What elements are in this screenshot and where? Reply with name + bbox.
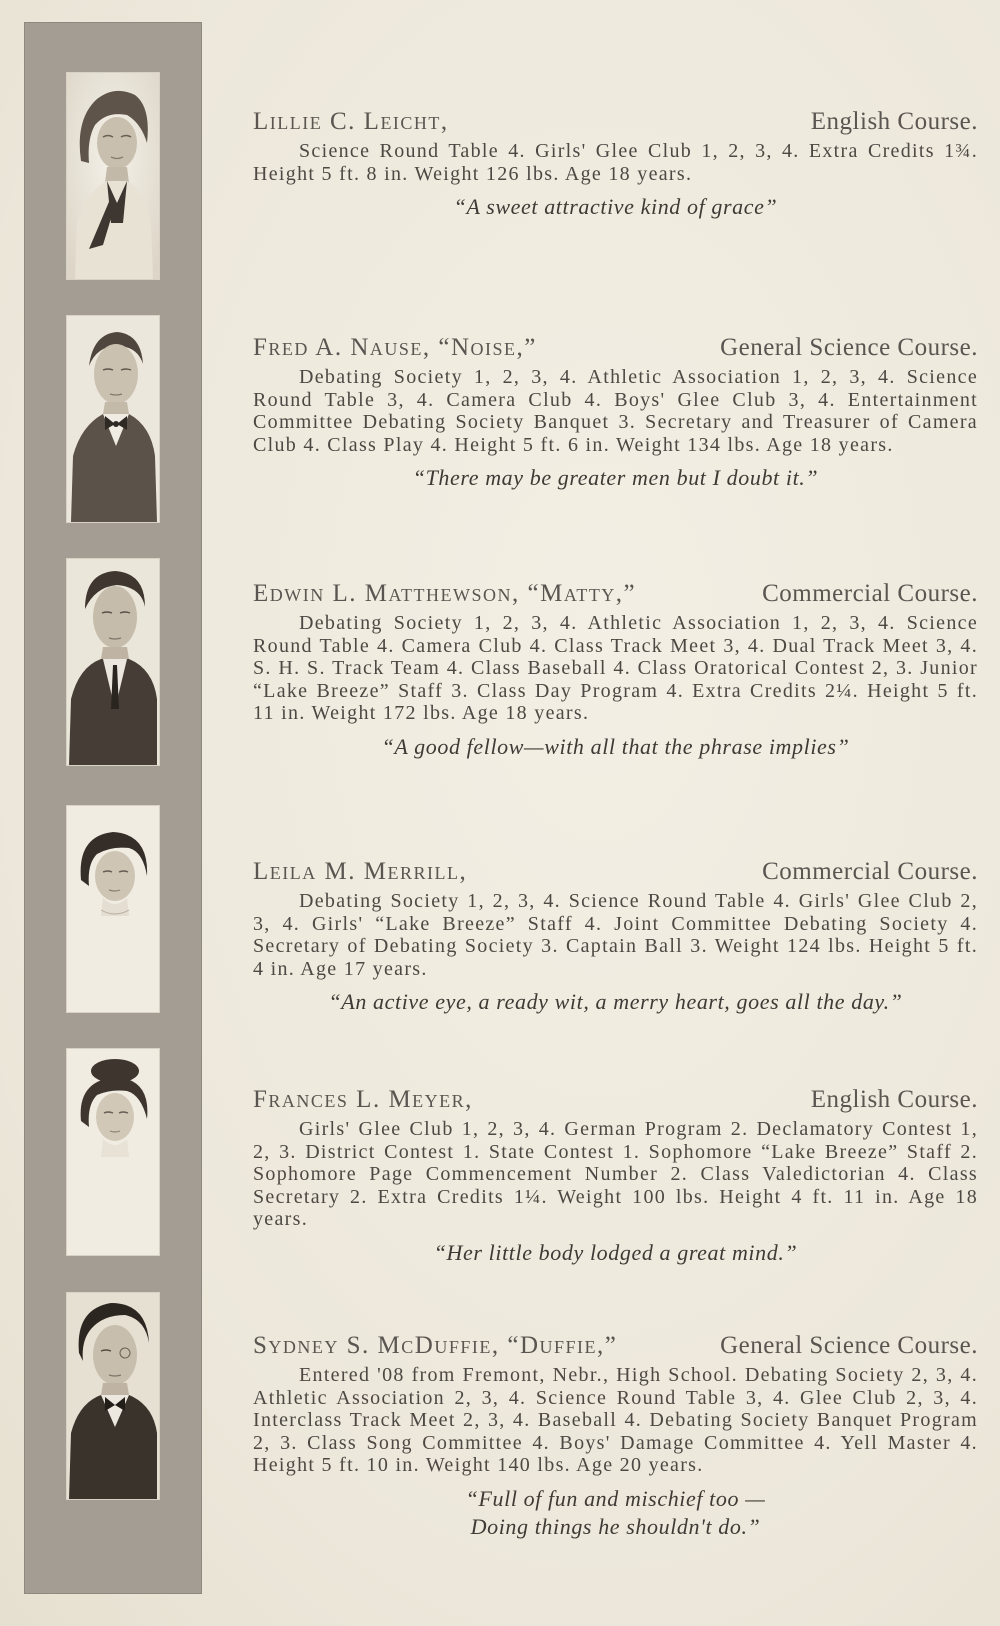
student-details: Girls' Glee Club 1, 2, 3, 4. German Program 2. Declamatory Contest 1, 2, 3. District Contest 1. State Contest 1. Sophomore “Lake Breeze” Staff 2. Sophomore Page Commencement Number 2. Class Valedictorian 4. Class Secretary 2. Extra Credits 1¼. Weight 100 lbs. Height 4 ft. 11 in. Age 18 years. xyxy=(253,1118,978,1230)
student-quote: “A good fellow—with all that the phrase implies” xyxy=(381,733,850,759)
student-quote: “There may be greater men but I doubt it.” xyxy=(412,465,819,490)
course-label: English Course. xyxy=(810,108,978,135)
student-name: Leila M. Merrill, xyxy=(253,858,468,885)
student-details: Entered '08 from Fremont, Nebr., High School. Debating Society 2, 3, 4. Athletic Association 2, 3, 4. Science Round Table 3, 4. Glee Club 2, 3, 4. Interclass Track Meet 2, 3, 4. Baseball 4. Debating Society Banquet Program 2, 3. Class Song Committee 4. Boys' Damage Committee 4. Yell Master 4. Height 5 ft. 10 in. Weight 140 lbs. Age 20 years. xyxy=(253,1364,978,1476)
entry-sydney xyxy=(253,1328,978,1541)
student-quote: “A sweet attractive kind of grace” xyxy=(453,194,778,219)
student-details: Science Round Table 4. Girls' Glee Club 1, 2, 3, 4. Extra Credits 1¾. Height 5 ft. 8 in. Weight 126 lbs. Age 18 years. xyxy=(253,140,978,185)
entry-header xyxy=(253,330,978,366)
course-label: Commercial Course. xyxy=(762,858,978,885)
course-label: General Science Course. xyxy=(720,334,978,361)
entry-header xyxy=(253,1082,978,1118)
portrait-photo-frances xyxy=(66,1048,160,1256)
portrait-photo-lillie xyxy=(66,72,160,280)
course-label: General Science Course. xyxy=(720,1332,978,1359)
entry-header xyxy=(253,1328,978,1364)
student-quote: “An active eye, a ready wit, a merry heart, goes all the day.” xyxy=(328,989,903,1014)
student-name: Frances L. Meyer, xyxy=(253,1086,473,1113)
entry-leila xyxy=(253,854,978,1016)
entry-edwin xyxy=(253,576,978,761)
entry-header xyxy=(253,104,978,140)
portrait-photo-edwin xyxy=(66,558,160,766)
course-label: English Course. xyxy=(810,1086,978,1113)
entry-fred xyxy=(253,330,978,492)
student-details: Debating Society 1, 2, 3, 4. Athletic Association 1, 2, 3, 4. Science Round Table 4. Camera Club 4. Class Track Meet 3, 4. Dual Track Meet 3, 4. S. H. S. Track Team 4. Class Baseball 4. Class Oratorical Contest 2, 3. Junior “Lake Breeze” Staff 3. Class Day Program 4. Extra Credits 2¼. Height 5 ft. 11 in. Weight 172 lbs. Age 18 years. xyxy=(253,612,978,724)
entry-header xyxy=(253,854,978,890)
entry-lillie xyxy=(253,104,978,221)
entry-header xyxy=(253,576,978,612)
student-name: Sydney S. McDuffie, “Duffie,” xyxy=(253,1332,618,1359)
student-quote: “Full of fun and mischief too — Doing things he shouldn't do.” xyxy=(465,1485,766,1539)
portrait-photo-sydney xyxy=(66,1292,160,1500)
portrait-photo-fred xyxy=(66,315,160,523)
entry-frances xyxy=(253,1082,978,1267)
portrait-photo-leila xyxy=(66,805,160,1013)
student-name: Fred A. Nause, “Noise,” xyxy=(253,334,537,361)
student-name: Lillie C. Leicht, xyxy=(253,108,449,135)
student-details: Debating Society 1, 2, 3, 4. Athletic Association 1, 2, 3, 4. Science Round Table 3, 4. Camera Club 4. Boys' Glee Club 3, 4. Entertainment Committee Debating Society Banquet 3. Secretary and Treasurer of Camera Club 4. Class Play 4. Height 5 ft. 6 in. Weight 134 lbs. Age 18 years. xyxy=(253,366,978,456)
portrait-strip xyxy=(24,22,202,1594)
student-quote: “Her little body lodged a great mind.” xyxy=(433,1239,798,1265)
student-name: Edwin L. Matthewson, “Matty,” xyxy=(253,580,637,607)
student-details: Debating Society 1, 2, 3, 4. Science Round Table 4. Girls' Glee Club 2, 3, 4. Girls' “Lake Breeze” Staff 4. Joint Committee Debating Society 4. Secretary of Debating Society 3. Captain Ball 3. Weight 124 lbs. Height 5 ft. 4 in. Age 17 years. xyxy=(253,890,978,980)
course-label: Commercial Course. xyxy=(762,580,978,607)
